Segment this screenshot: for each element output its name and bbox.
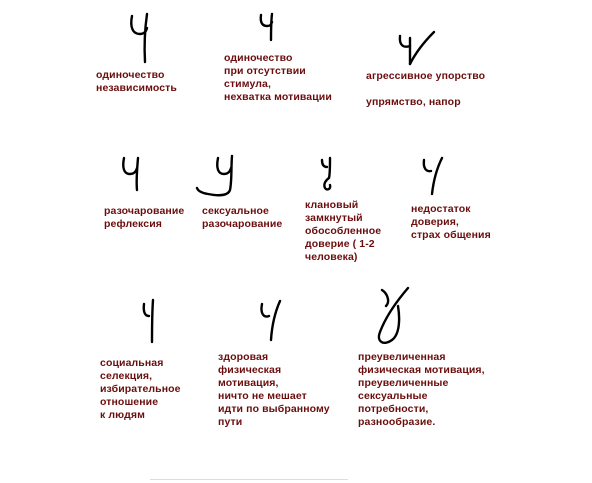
bottom-divider [150,479,348,480]
handwritten-letter-ch-variant-7 [420,154,448,198]
caption-variant-3: агрессивное упорство упрямство, напор [366,70,486,108]
handwritten-letter-ch-variant-4 [120,154,146,194]
caption-variant-4: разочарование рефлексия [104,205,185,230]
handwritten-letter-ch-variant-10 [372,286,414,348]
caption-variant-8: социальная селекция, избирательное отношение к людям [100,357,181,421]
caption-variant-9: здоровая физическая мотивация, ничто не мешает идти по выбранному пути [218,351,330,428]
handwritten-letter-ch-variant-2 [258,12,280,42]
caption-variant-6: клановый замкнутый обособленное доверие ( 1-2 человека) [305,199,382,263]
handwritten-letter-ch-variant-5 [194,152,242,198]
handwritten-letter-ch-variant-6 [318,156,340,194]
caption-variant-2: одиночество при отсутствии стимула, нехватка мотивации [224,52,332,103]
caption-variant-1: одиночество независимость [96,69,177,94]
handwritten-letter-ch-variant-8 [140,298,162,346]
handwritten-letter-ch-variant-3 [396,28,438,68]
handwritten-letter-ch-variant-1 [128,12,158,64]
caption-variant-7: недостаток доверия, страх общения [411,203,491,241]
caption-variant-10: преувеличенная физическая мотивация, преувеличенные сексуальные потребности, разнообразие. [358,351,485,428]
caption-variant-5: сексуальное разочарование [202,205,283,230]
handwritten-letter-ch-variant-9 [258,298,284,344]
